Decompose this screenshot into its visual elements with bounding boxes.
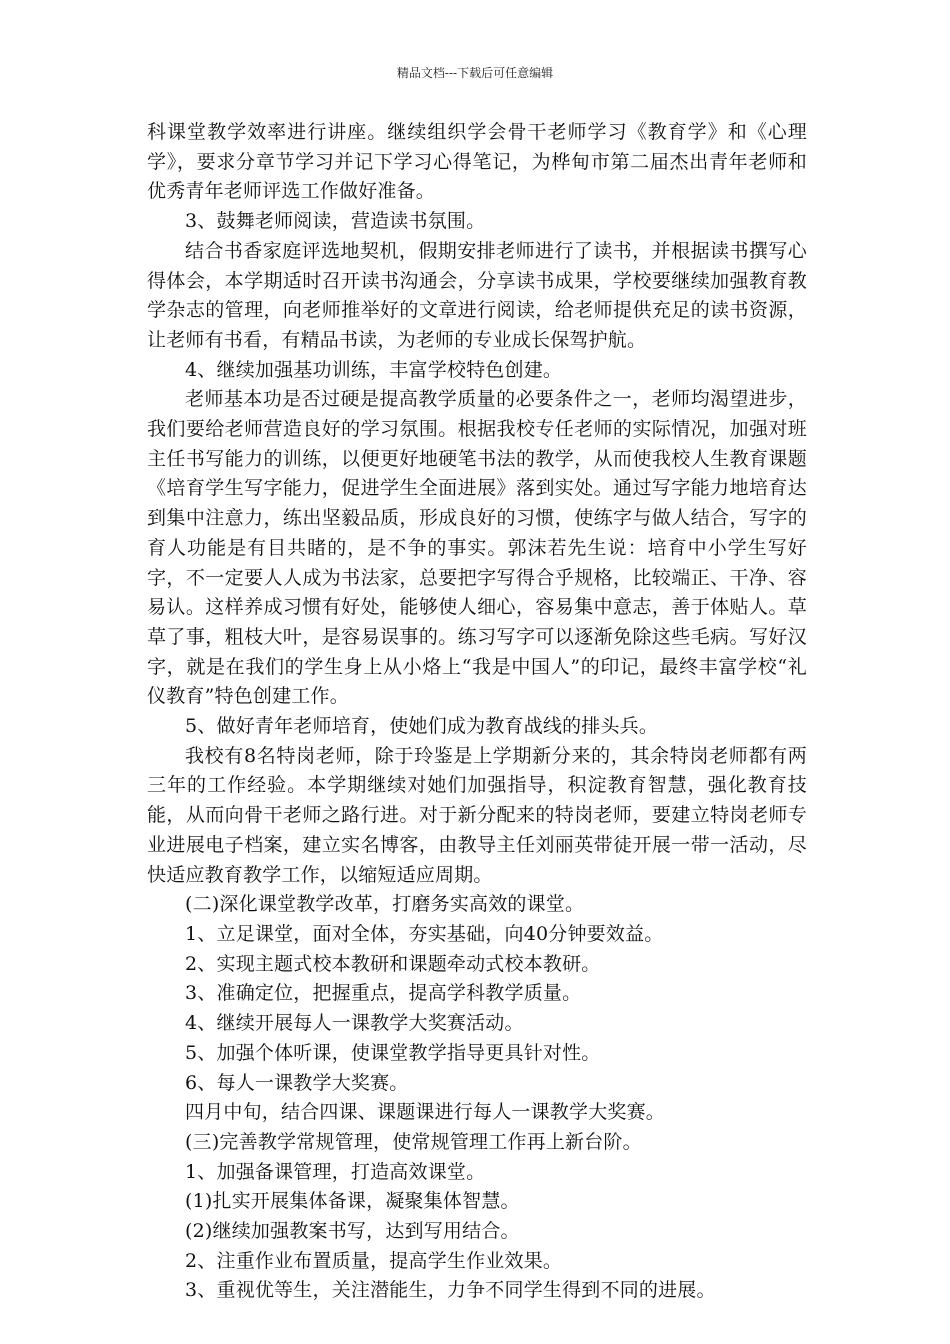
document-body xyxy=(147,118,807,1306)
section-heading: 3、鼓舞老师阅读，营造读书氛围。 xyxy=(185,210,486,233)
list-item: 3、准确定位，把握重点，提高学科教学质量。 xyxy=(185,982,582,1005)
list-item: (1)扎实开展集体备课，凝聚集体智慧。 xyxy=(185,1190,520,1213)
section-heading: (三)完善教学常规管理，使常规管理工作再上新台阶。 xyxy=(185,1130,642,1153)
section-heading: 4、继续加强基功训练，丰富学校特色创建。 xyxy=(185,358,563,381)
section-heading: 5、做好青年老师培育，使她们成为教育战线的排头兵。 xyxy=(185,715,659,738)
page-header: 精品文档---下载后可任意编辑 xyxy=(396,66,554,80)
paragraph: 科课堂教学效率进行讲座。继续组织学会骨干老师学习《教育学》和《心理学》，要求分章节学习并记下学习心得笔记，为桦甸市第二届杰出青年老师和优秀青年老师评选工作做好准备。 xyxy=(147,121,807,203)
paragraph: 我校有8名特岗老师，除于玲鉴是上学期新分来的，其余特岗老师都有两三年的工作经验。本学期继续对她们加强指导，积淀教育智慧，强化教育技能，从而向骨干老师之路行进。对于新分配来的特岗老师，要建立特岗老师专业进展电子档案，建立实名博客，由教导主任刘丽英带徒开展一带一活动，尽快适应教育教学工作，以缩短适应周期。 xyxy=(147,744,807,886)
list-item: 2、实现主题式校本教研和课题牵动式校本教研。 xyxy=(185,952,601,975)
list-item: 1、加强备课管理，打造高效课堂。 xyxy=(185,1160,486,1183)
paragraph: 老师基本功是否过硬是提高教学质量的必要条件之一，老师均渴望进步，我们要给老师营造良好的学习氛围。根据我校专任老师的实际情况，加强对班主任书写能力的训练，以便更好地硬笔书法的教学，从而使我校人生教育课题《培育学生写字能力，促进学生全面进展》落到实处。通过写字能力地培育达到集中注意力，练出坚毅品质，形成良好的习惯，使练字与做人结合，写字的育人功能是有目共睹的，是不争的事实。郭沫若先生说：培育中小学生写好字，不一定要人人成为书法家，总要把字写得合乎规格，比较端正、干净、容易认。这样养成习惯有好处，能够使人细心，容易集中意志，善于体贴人。草草了事，粗枝大叶，是容易误事的。练习写字可以逐渐免除这些毛病。写好汉字，就是在我们的学生身上从小烙上“我是中国人”的印记，最终丰富学校“礼仪教育”特色创建工作。 xyxy=(147,388,807,708)
paragraph: 四月中旬，结合四课、课题课进行每人一课教学大奖赛。 xyxy=(185,1101,666,1124)
list-item: (2)继续加强教案书写，达到写用结合。 xyxy=(185,1220,520,1243)
list-item: 3、重视优等生，关注潜能生，力争不同学生得到不同的进展。 xyxy=(185,1279,716,1302)
paragraph: 结合书香家庭评选地契机，假期安排老师进行了读书，并根据读书撰写心得体会，本学期适时召开读书沟通会，分享读书成果，学校要继续加强教育教学杂志的管理，向老师推举好的文章进行阅读，给老师提供充足的读书资源，让老师有书看，有精品书读，为老师的专业成长保驾护航。 xyxy=(147,239,807,351)
list-item: 2、注重作业布置质量，提高学生作业效果。 xyxy=(185,1249,563,1272)
list-item: 5、加强个体听课，使课堂教学指导更具针对性。 xyxy=(185,1041,601,1064)
list-item: 4、继续开展每人一课教学大奖赛活动。 xyxy=(185,1012,524,1035)
list-item: 1、立足课堂，面对全体，夯实基础，向40分钟要效益。 xyxy=(185,922,664,945)
list-item: 6、每人一课教学大奖赛。 xyxy=(185,1071,409,1094)
section-heading: (二)深化课堂教学改革，打磨务实高效的课堂。 xyxy=(185,893,585,916)
